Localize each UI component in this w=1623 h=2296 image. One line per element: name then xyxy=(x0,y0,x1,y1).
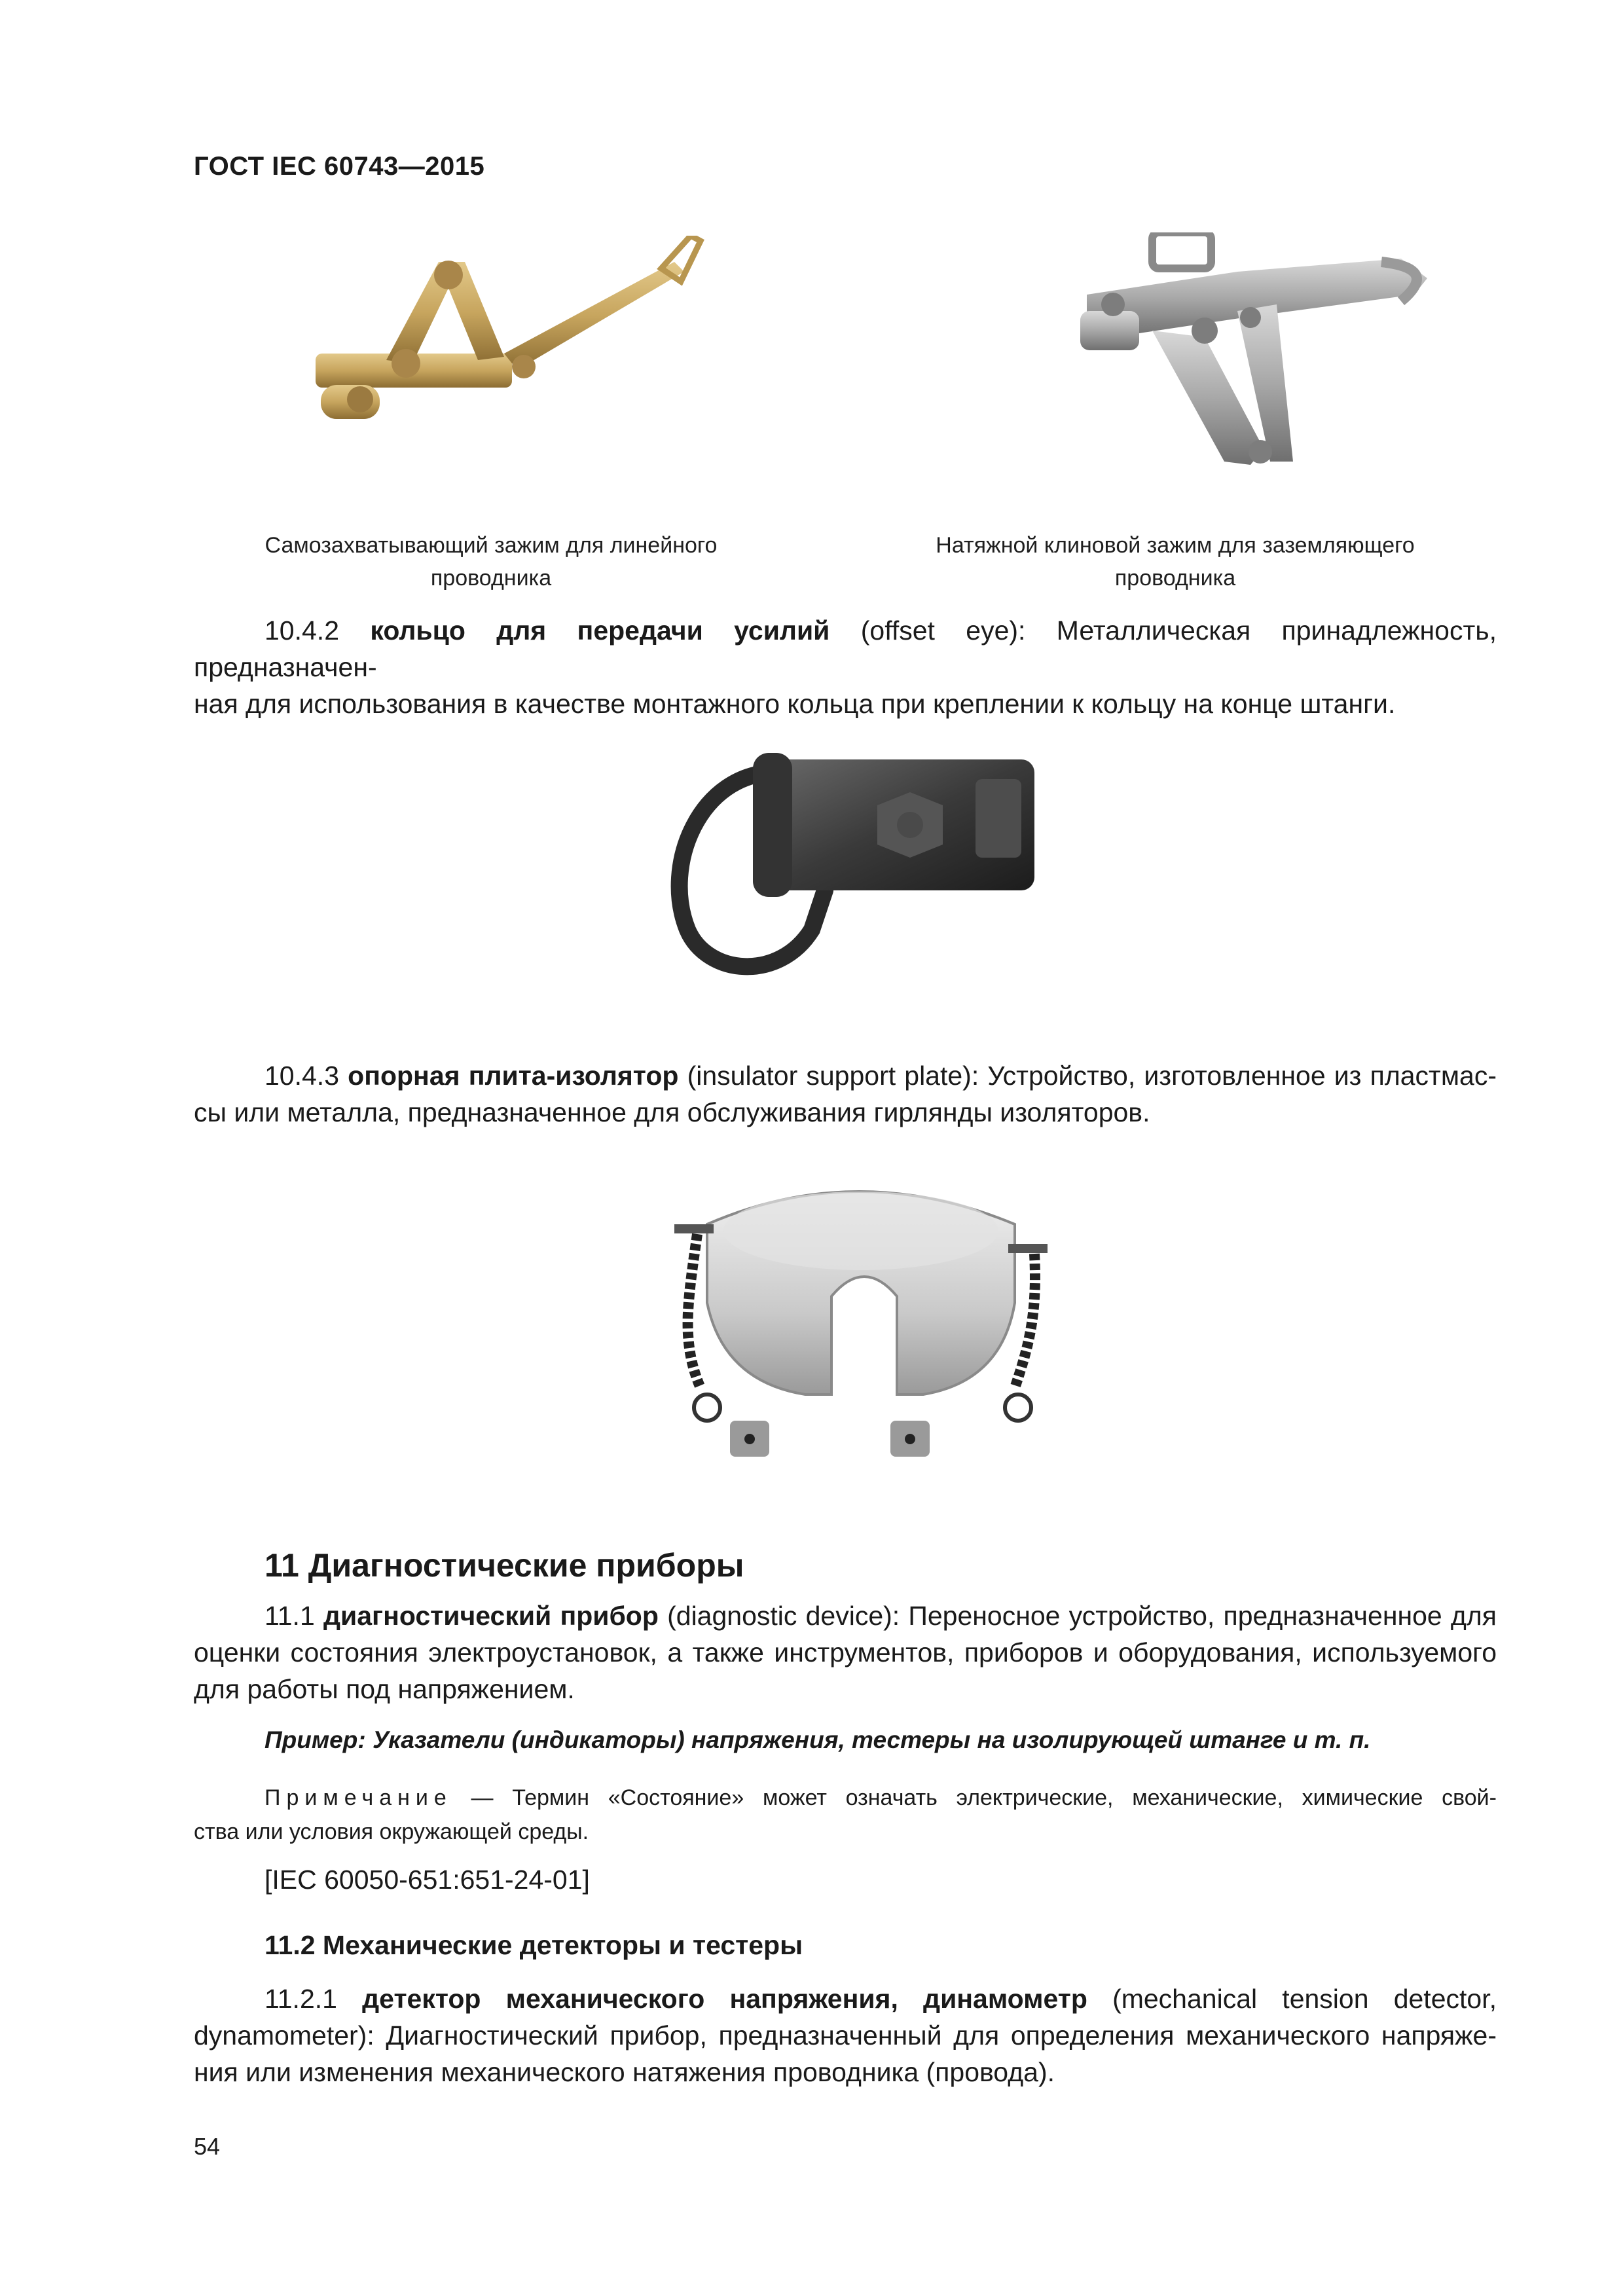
figure-insulator-support-plate xyxy=(661,1172,1067,1499)
figure-caption-self-gripping-clamp xyxy=(196,529,786,594)
paragraph-line: ния или изменения механического натяжения проводника (провода). xyxy=(194,2057,1055,2087)
figure-offset-eye xyxy=(661,733,1054,995)
paragraph-11-2-1 xyxy=(194,1980,1497,2090)
clause-number: 11.2.1 xyxy=(264,1984,337,2014)
caption-line: проводника xyxy=(1114,566,1236,591)
term: детектор механического напряжения, динамометр xyxy=(362,1984,1087,2014)
paragraph-line xyxy=(194,1597,1497,1634)
note-line: ства или условия окружающей среды. xyxy=(194,1819,589,1844)
definition-text: (insulator support plate): Устройство, изготовленное из пластмас- xyxy=(687,1061,1497,1091)
section-title: 11 Диагностические приборы xyxy=(264,1547,744,1584)
note-label: Примечание xyxy=(264,1785,452,1810)
paragraph-line xyxy=(194,1980,1497,2017)
reference: [IEC 60050-651:651-24-01] xyxy=(264,1865,590,1895)
paragraph-11-1 xyxy=(194,1597,1497,1707)
paragraph-line: сы или металла, предназначенное для обслуживания гирлянды изоляторов. xyxy=(194,1097,1150,1127)
definition-text: (diagnostic device): Переносное устройство, предназначенное для xyxy=(667,1601,1497,1631)
clause-number: 10.4.2 xyxy=(264,615,339,646)
document-header: ГОСТ IEC 60743—2015 xyxy=(194,152,485,181)
caption-line: Самозахватывающий зажим для линейного xyxy=(264,533,718,558)
figure-wedge-tension-clamp xyxy=(1074,232,1440,481)
note-text: — Термин «Состояние» может означать электрические, механические, химические свой- xyxy=(471,1785,1497,1810)
figure-self-gripping-clamp xyxy=(308,236,714,445)
paragraph-10-4-3 xyxy=(194,1057,1497,1131)
paragraph-line xyxy=(194,612,1497,685)
definition-text: (mechanical tension detector, xyxy=(1112,1984,1497,2014)
subsection-title: 11.2 Механические детекторы и тестеры xyxy=(264,1930,803,1960)
paragraph-line: для работы под напряжением. xyxy=(194,1674,575,1704)
paragraph-line: ная для использования в качестве монтажного кольца при креплении к кольцу на конце штанги. xyxy=(194,689,1396,719)
term: опорная плита-изолятор xyxy=(348,1061,679,1091)
note xyxy=(194,1781,1497,1849)
paragraph-10-4-2 xyxy=(194,612,1497,722)
note-line xyxy=(194,1781,1497,1815)
caption-line: Натяжной клиновой зажим для заземляющего xyxy=(936,533,1415,558)
term: диагностический прибор xyxy=(323,1601,659,1631)
term: кольцо для передачи усилий xyxy=(370,615,830,646)
figure-caption-wedge-tension-clamp xyxy=(864,529,1486,594)
caption-line: проводника xyxy=(430,566,552,591)
page-number: 54 xyxy=(194,2133,221,2160)
paragraph-line: оценки состояния электроустановок, а также инструментов, приборов и оборудования, используемого xyxy=(194,1637,1497,1667)
example-text: Пример: Указатели (индикаторы) напряжения, тестеры на изолирующей штанге и т. п. xyxy=(264,1726,1371,1753)
paragraph-line: dynamometer): Диагностический прибор, предназначенный для определения механического напряже- xyxy=(194,2020,1497,2050)
paragraph-line xyxy=(194,1057,1497,1094)
clause-number: 11.1 xyxy=(264,1601,315,1631)
clause-number: 10.4.3 xyxy=(264,1061,339,1091)
definition-text: (offset eye): Металлическая принадлежность, предназначен- xyxy=(194,615,1497,682)
